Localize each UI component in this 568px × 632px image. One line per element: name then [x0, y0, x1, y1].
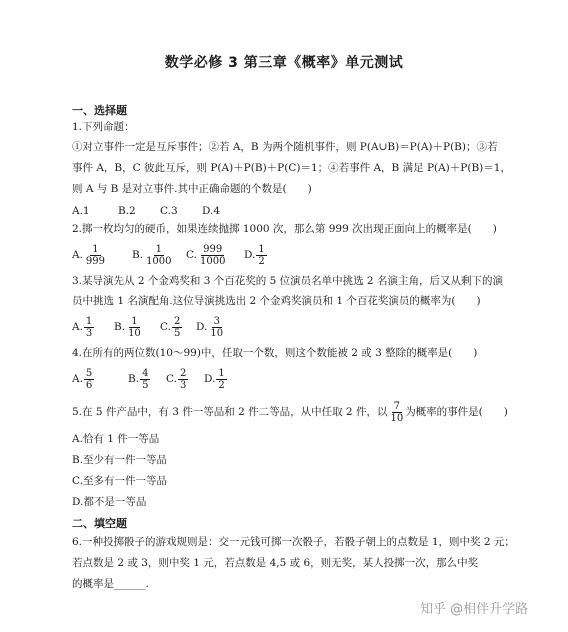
q1-option-d: D.4 — [202, 205, 221, 217]
q6-text-line: 若点数是 2 或 3，则中奖 1 元，若点数是 4,5 或 6，则无奖，某人投掷一次，那么中奖 — [72, 557, 479, 569]
fraction: $\frac{999}{1000}$ — [200, 243, 226, 267]
q6-text-line: 6.一种投掷骰子的游戏规则是：交一元钱可掷一次骰子，若骰子朝上的点数是 1，则中奖 2 元； — [72, 536, 515, 548]
q4-option-a: A. $\frac{5}{6}$ — [72, 367, 93, 391]
q2-option-d: D. $\frac{1}{2}$ — [244, 243, 265, 267]
fraction: $\frac{1}{2}$ — [218, 367, 225, 391]
q4-text: 4.在所有的两位数(10～99)中，任取一个数，则这个数能被 2 或 3 整除的概率是( ) — [72, 347, 478, 359]
q3-text-line: 员中挑选 1 名演配角.这位导演挑选出 2 个金鸡奖演员和 1 个百花奖演员的概率为( ) — [72, 295, 481, 307]
q2-text: 2.掷一枚均匀的硬币，如果连续抛掷 1000 次，那么第 999 次出现正面向上的概率是( ) — [72, 223, 497, 235]
q1-text-line: 事件 A，B，C 彼此互斥，则 P(A)＋P(B)＋P(C)＝1；④若事件 A，B 满足 P(A)＋P(B)＝1， — [72, 162, 511, 174]
q5-option-a: A.恰有 1 件一等品 — [72, 433, 160, 445]
q2-option-a: A. $\frac{1}{999}$ — [72, 243, 106, 267]
q4-option-c: C. $\frac{2}{3}$ — [166, 367, 187, 391]
q2-option-b: B. $\frac{1}{1000}$ — [132, 243, 172, 267]
q4-option-b: B. $\frac{4}{5}$ — [128, 367, 149, 391]
section-heading-fill: 二、填空题 — [72, 517, 127, 530]
page-title: 数学必修 3 第三章《概率》单元测试 — [164, 55, 404, 71]
fraction: $\frac{4}{5}$ — [142, 367, 149, 391]
q3-option-c: C. $\frac{2}{5}$ — [160, 315, 181, 339]
fraction: $\frac{1}{999}$ — [85, 243, 106, 267]
section-heading-choice: 一、选择题 — [72, 104, 127, 117]
q3-option-d: D. $\frac{3}{10}$ — [196, 315, 224, 339]
q1-option-c: C.3 — [160, 205, 178, 217]
q3-option-b: B. $\frac{1}{10}$ — [114, 315, 141, 339]
q1-stem: 1.下列命题： — [72, 121, 135, 133]
q6-text-line: 的概率是______. — [72, 578, 149, 590]
q5-option-c: C.至多有一件一等品 — [72, 475, 167, 487]
fraction: $\frac{7}{10}$ — [390, 400, 404, 424]
q1-option-a: A.1 — [72, 205, 90, 217]
q1-option-b: B.2 — [118, 205, 136, 217]
watermark: 知乎 @相伴升学路 — [420, 602, 529, 617]
fraction: $\frac{1}{3}$ — [85, 315, 93, 339]
q3-text-line: 3.某导演先从 2 个金鸡奖和 3 个百花奖的 5 位演员名单中挑选 2 名演主角，后又从剩下的演 — [72, 275, 503, 287]
q5-option-d: D.都不是一等品 — [72, 496, 147, 508]
fraction: $\frac{1}{2}$ — [258, 243, 265, 267]
q2-option-c: C. $\frac{999}{1000}$ — [186, 243, 226, 267]
fraction: $\frac{2}{5}$ — [174, 315, 181, 339]
fraction: $\frac{1}{1000}$ — [146, 243, 172, 267]
q1-text-line: 则 A 与 B 是对立事件.其中正确命题的个数是( ) — [72, 183, 312, 195]
fraction: $\frac{5}{6}$ — [85, 367, 93, 391]
q5-option-b: B.至少有一件一等品 — [72, 454, 168, 466]
q5-text: 5.在 5 件产品中，有 3 件一等品和 2 件二等品，从中任取 2 件，以 $\frac{7}{10}$ 为概率的事件是( ) — [72, 400, 508, 424]
q3-option-a: A. $\frac{1}{3}$ — [72, 315, 93, 339]
fraction: $\frac{3}{10}$ — [210, 315, 224, 339]
q4-option-d: D. $\frac{1}{2}$ — [204, 367, 225, 391]
q1-text-line: ①对立事件一定是互斥事件；②若 A，B 为两个随机事件，则 P(A∪B)＝P(A)＋P(B)；③若 — [72, 141, 498, 153]
fraction: $\frac{2}{3}$ — [180, 367, 187, 391]
fraction: $\frac{1}{10}$ — [128, 315, 141, 339]
